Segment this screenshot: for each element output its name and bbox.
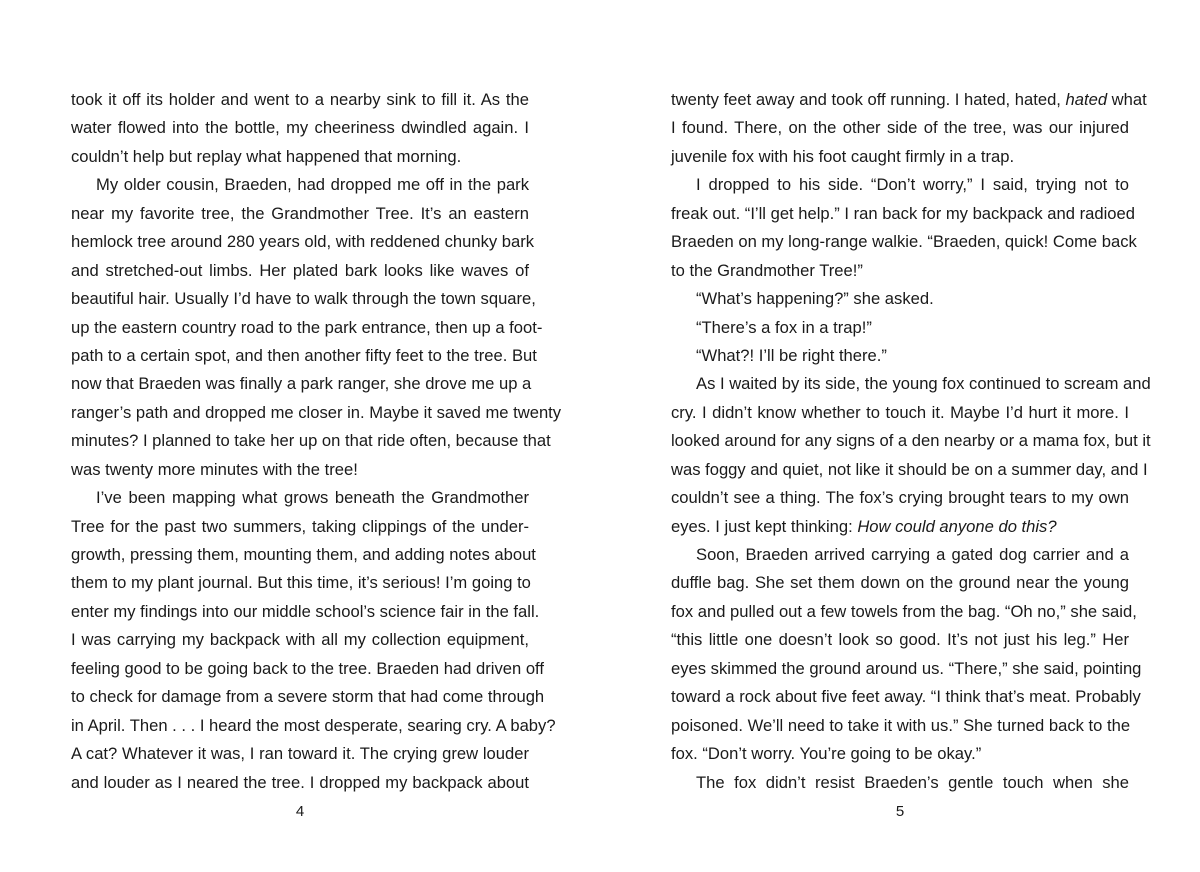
line-text: Tree for the past two summers, taking clippings of the under- [71, 516, 529, 536]
text-line [671, 712, 1129, 740]
text-line [671, 143, 1129, 171]
line-text: was twenty more minutes with the tree! [71, 459, 358, 479]
line-text: what [1107, 90, 1147, 109]
line-text: and louder as I neared the tree. I dropped my backpack about [71, 772, 529, 792]
line-text: My older cousin, Braeden, had dropped me off in the park [96, 175, 529, 195]
line-text: juvenile fox with his foot caught firmly in a trap. [671, 146, 1015, 166]
line-text: and stretched-out limbs. Her plated bark looks like waves of [71, 260, 529, 280]
text-line [671, 484, 1129, 512]
line-text: A cat? Whatever it was, I ran toward it. The crying grew louder [71, 744, 529, 764]
line-text: freak out. “I’ll get help.” I ran back for my backpack and radioed [671, 203, 1135, 223]
text-line [71, 769, 529, 797]
line-text: water flowed into the bottle, my cheeriness dwindled again. I [71, 118, 529, 138]
text-line [671, 626, 1129, 654]
text-line [671, 314, 1129, 342]
text-line [71, 143, 529, 171]
line-text: near my favorite tree, the Grandmother Tree. It’s an eastern [71, 203, 529, 223]
line-text: eyes skimmed the ground around us. “There,” she said, pointing [671, 658, 1142, 678]
line-text: path to a certain spot, and then another fifty feet to the tree. But [71, 345, 537, 365]
text-line [71, 626, 529, 654]
text-line [71, 257, 529, 285]
line-text: couldn’t help but replay what happened that morning. [71, 146, 462, 166]
line-text: growth, pressing them, mounting them, and adding notes about [71, 545, 536, 564]
line-text: beautiful hair. Usually I’d have to walk through the town square, [71, 289, 536, 309]
line-text: looked around for any signs of a den nearby or a mama fox, but it [671, 431, 1151, 451]
text-line [71, 200, 529, 228]
text-line [671, 598, 1137, 626]
text-line [671, 86, 1147, 114]
text-line [71, 740, 529, 768]
line-text: duffle bag. She set them down on the ground near the young [671, 573, 1129, 593]
line-text: took it off its holder and went to a nearby sink to fill it. As the [71, 90, 529, 109]
line-text: twenty feet away and took off running. I hated, hated, [671, 90, 1066, 109]
text-line [71, 314, 543, 342]
text-line [71, 484, 529, 512]
line-text: “There’s a fox in a trap!” [696, 317, 872, 337]
text-line [671, 427, 1151, 455]
text-line [671, 114, 1129, 142]
line-text: fox and pulled out a few towels from the bag. “Oh no,” she said, [671, 601, 1137, 621]
line-text: feeling good to be going back to the tree. Braeden had driven off [71, 658, 544, 678]
text-line [71, 598, 540, 626]
text-line [671, 200, 1135, 228]
line-text: to check for damage from a severe storm that had come through [71, 687, 545, 707]
text-line [71, 569, 529, 597]
line-text: eyes. I just kept thinking: [671, 516, 858, 536]
line-text: up the eastern country road to the park entrance, then up a foot- [71, 317, 543, 337]
text-line [71, 86, 529, 114]
text-line [71, 114, 529, 142]
text-line [71, 342, 537, 370]
line-text: I’ve been mapping what grows beneath the Grandmother [96, 488, 529, 508]
line-text: in April. Then . . . I heard the most desperate, searing cry. A baby? [71, 715, 556, 735]
line-text: “What’s happening?” she asked. [696, 289, 934, 309]
page-number-left: 4 [295, 803, 305, 820]
text-line [671, 541, 1129, 569]
text-line [71, 655, 544, 683]
text-line [71, 456, 529, 484]
line-text: couldn’t see a thing. The fox’s crying brought tears to my own [671, 488, 1129, 508]
text-line [71, 712, 556, 740]
line-text: them to my plant journal. But this time, it’s serious! I’m going to [71, 573, 531, 593]
line-text: hemlock tree around 280 years old, with reddened chunky bark [71, 232, 535, 252]
text-line [671, 569, 1129, 597]
emphasis-text: hated [1065, 90, 1108, 109]
text-line [71, 228, 535, 256]
text-line [71, 171, 529, 199]
text-line [71, 427, 551, 455]
line-text: Soon, Braeden arrived carrying a gated dog carrier and a [696, 545, 1129, 564]
text-line [671, 740, 1129, 768]
text-line [71, 513, 529, 541]
line-text: Braeden on my long-range walkie. “Braeden, quick! Come back [671, 232, 1137, 252]
page-number-right: 5 [895, 803, 905, 820]
text-line [671, 257, 1129, 285]
line-text: poisoned. We’ll need to take it with us.” She turned back to the [671, 715, 1131, 735]
line-text: now that Braeden was finally a park ranger, she drove me up a [71, 374, 532, 394]
line-text: The fox didn’t resist Braeden’s gentle touch when she [696, 772, 1129, 792]
line-text: to the Grandmother Tree!” [671, 260, 863, 280]
text-line [671, 370, 1151, 398]
line-text: I was carrying my backpack with all my collection equipment, [71, 630, 529, 650]
text-line [671, 456, 1148, 484]
text-line [671, 655, 1142, 683]
line-text: As I waited by its side, the young fox continued to scream and [696, 374, 1151, 394]
text-line [671, 342, 1129, 370]
text-line [671, 228, 1137, 256]
text-line [71, 399, 562, 427]
line-text: minutes? I planned to take her up on that ride often, because that [71, 431, 551, 451]
line-text: “What?! I’ll be right there.” [696, 345, 887, 365]
line-text: ranger’s path and dropped me closer in. Maybe it saved me twenty [71, 402, 562, 422]
text-line [71, 370, 532, 398]
text-line [671, 513, 1129, 541]
line-text: enter my findings into our middle school’s science fair in the fall. [71, 601, 540, 621]
left-page-text [71, 86, 562, 797]
text-line [671, 399, 1129, 427]
text-line [671, 683, 1141, 711]
text-line [671, 285, 1129, 313]
emphasis-text: How could anyone do this? [857, 516, 1057, 536]
text-line [71, 683, 545, 711]
line-text: I dropped to his side. “Don’t worry,” I said, trying not to [696, 175, 1129, 195]
text-line [671, 769, 1129, 797]
text-line [71, 541, 536, 569]
line-text: cry. I didn’t know whether to touch it. Maybe I’d hurt it more. I [671, 402, 1129, 422]
line-text: “this little one doesn’t look so good. It’s not just his leg.” Her [671, 630, 1129, 650]
line-text: toward a rock about five feet away. “I think that’s meat. Probably [671, 687, 1141, 707]
line-text: was foggy and quiet, not like it should be on a summer day, and I [671, 459, 1148, 479]
text-line [671, 171, 1129, 199]
line-text: fox. “Don’t worry. You’re going to be okay.” [671, 744, 982, 764]
line-text: I found. There, on the other side of the tree, was our injured [671, 118, 1129, 138]
right-page-text [671, 86, 1151, 797]
text-line [71, 285, 536, 313]
right-page [600, 0, 1200, 872]
